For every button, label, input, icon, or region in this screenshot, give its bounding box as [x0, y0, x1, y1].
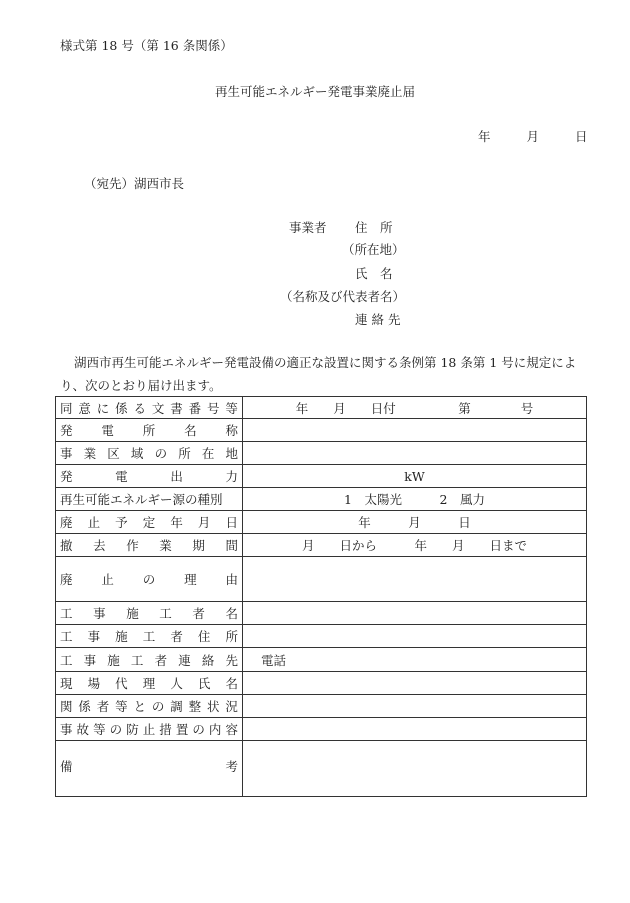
abolish-reason-label-text: 廃 止 の 理 由	[60, 572, 238, 587]
date-year-label: 年	[478, 129, 491, 144]
site-location-label-text: 事 業 区 域 の 所 在 地	[60, 446, 238, 461]
output-label	[56, 465, 243, 488]
energy-type-value[interactable]: 1 太陽光 2 風力	[243, 488, 587, 511]
accident-prevention-label-text: 事 故 等 の 防 止 措 置 の 内 容	[60, 722, 238, 737]
table-row	[56, 602, 587, 625]
contractor-name-value[interactable]	[243, 602, 587, 625]
table-row	[56, 648, 587, 672]
table-row	[56, 718, 587, 741]
contractor-contact-value[interactable]: 電話	[243, 648, 587, 672]
contractor-address-value[interactable]	[243, 625, 587, 648]
name-sub-label: （名称及び代表者名）	[280, 289, 406, 304]
contractor-name-label-text: 工 事 施 工 者 名	[60, 606, 238, 621]
accident-prevention-label	[56, 718, 243, 741]
table-row	[56, 625, 587, 648]
removal-period-label-text: 撤 去 作 業 期 間	[60, 538, 238, 553]
stakeholder-coordination-value[interactable]	[243, 695, 587, 718]
addressee: （宛先）湖西市長	[84, 176, 185, 191]
removal-period-label	[56, 534, 243, 557]
abolish-date-label	[56, 511, 243, 534]
remarks-value[interactable]	[243, 741, 587, 797]
table-row	[56, 465, 587, 488]
agreement-doc-no-label-text: 同 意 に 係 る 文 書 番 号 等	[60, 400, 238, 416]
table-row	[56, 511, 587, 534]
agreement-doc-no-label	[56, 397, 243, 419]
document-title: 再生可能エネルギー発電事業廃止届	[214, 84, 415, 99]
name-label: 氏 名	[355, 266, 393, 281]
date-day-label: 日	[574, 129, 588, 144]
output-label-text: 発 電 出 力	[60, 469, 238, 484]
agreement-doc-no-value[interactable]: 年 月 日付 第 号	[243, 397, 587, 419]
form-number: 様式第 18 号（第 16 条関係）	[60, 38, 233, 53]
plant-name-label-text: 発 電 所 名 称	[60, 423, 238, 438]
address-label: 住 所	[355, 220, 393, 235]
submission-date	[478, 127, 587, 145]
date-month-label: 月	[526, 129, 539, 144]
contact-label: 連 絡 先	[355, 312, 401, 327]
plant-name-label	[56, 419, 243, 442]
table-row	[56, 695, 587, 718]
contractor-name-label	[56, 602, 243, 625]
intro-text: 湖西市再生可能エネルギー発電設備の適正な設置に関する条例第 18 条第 1 号に規定により、次のとおり届け出ます。	[60, 355, 577, 393]
contractor-contact-label-text: 工 事 施 工 者 連 絡 先	[60, 652, 238, 668]
contractor-address-label	[56, 625, 243, 648]
contractor-address-label-text: 工 事 施 工 者 住 所	[60, 629, 238, 644]
details-table	[55, 396, 587, 797]
site-agent-name-label-text: 現 場 代 理 人 氏 名	[60, 676, 238, 691]
address-sub-label: （所在地）	[342, 242, 405, 257]
site-location-label	[56, 442, 243, 465]
site-agent-name-label	[56, 672, 243, 695]
abolish-date-value[interactable]: 年 月 日	[243, 511, 587, 534]
table-row	[56, 672, 587, 695]
abolish-date-label-text: 廃 止 予 定 年 月 日	[60, 515, 238, 530]
removal-period-value[interactable]: 月 日から 年 月 日まで	[243, 534, 587, 557]
table-row	[56, 419, 587, 442]
output-value[interactable]: kW	[243, 465, 587, 488]
contractor-contact-label	[56, 648, 243, 672]
table-row	[56, 741, 587, 797]
energy-type-label-text: 再生可能エネルギー源の種別	[60, 492, 223, 507]
plant-name-value[interactable]	[243, 419, 587, 442]
table-row	[56, 442, 587, 465]
intro-paragraph	[60, 351, 585, 397]
abolish-reason-label	[56, 557, 243, 602]
table-row	[56, 488, 587, 511]
stakeholder-coordination-label-text: 関 係 者 等 と の 調 整 状 況	[60, 699, 238, 714]
abolish-reason-value[interactable]	[243, 557, 587, 602]
site-location-value[interactable]	[243, 442, 587, 465]
accident-prevention-value[interactable]	[243, 718, 587, 741]
stakeholder-coordination-label	[56, 695, 243, 718]
energy-type-label	[56, 488, 243, 511]
applicant-role: 事業者	[289, 220, 327, 235]
table-row	[56, 397, 587, 419]
remarks-label	[56, 741, 243, 797]
table-row	[56, 534, 587, 557]
site-agent-name-value[interactable]	[243, 672, 587, 695]
remarks-label-text: 備 考	[60, 759, 238, 774]
table-row	[56, 557, 587, 602]
